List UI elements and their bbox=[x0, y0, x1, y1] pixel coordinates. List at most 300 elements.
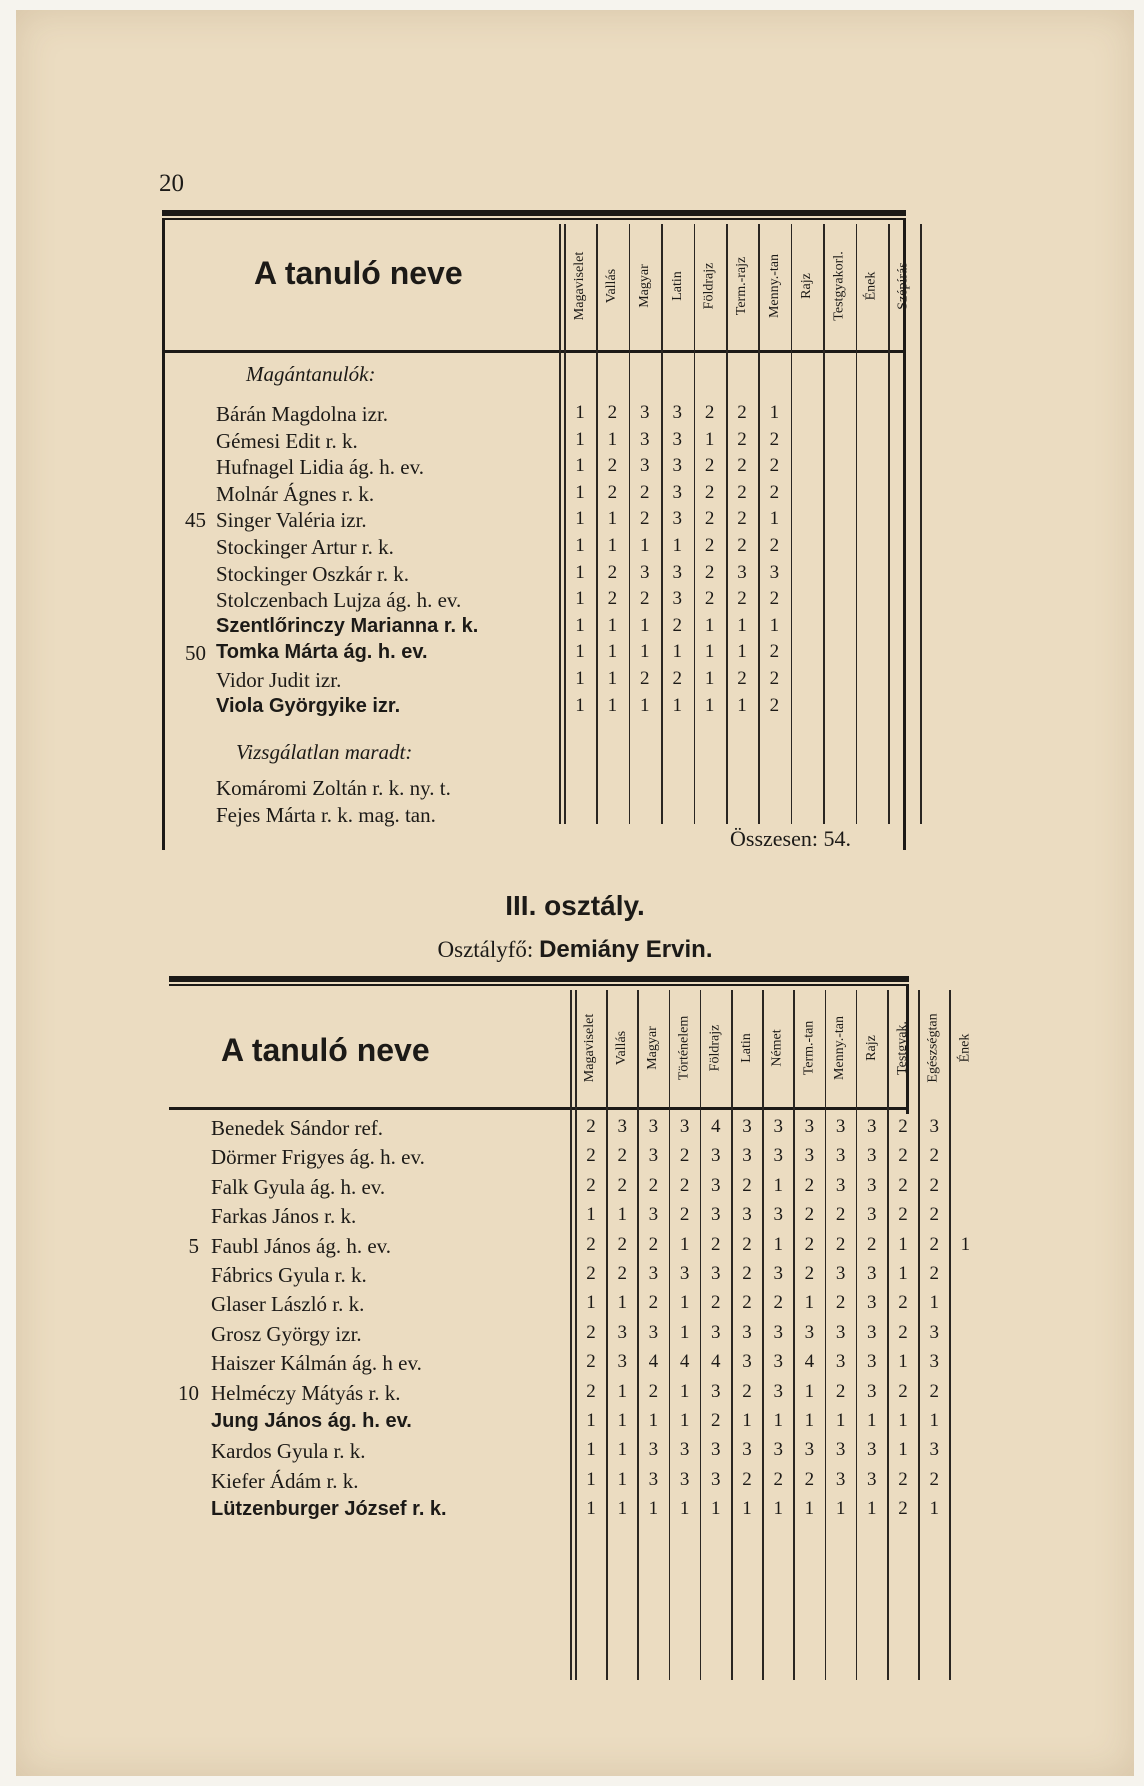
student-name: Hufnagel Lidia ág. h. ev. bbox=[216, 455, 424, 480]
grade-cell: 2 bbox=[586, 1321, 596, 1343]
grade-cell: 3 bbox=[711, 1439, 721, 1461]
grade-cell: 1 bbox=[898, 1439, 908, 1461]
grade-cell: 3 bbox=[679, 1468, 690, 1490]
row-number: 10 bbox=[178, 1380, 199, 1405]
student-name: Glaser László r. k. bbox=[211, 1292, 365, 1317]
grade-cell: 3 bbox=[648, 1204, 659, 1226]
grade-cell: 2 bbox=[929, 1233, 939, 1255]
column-divider bbox=[661, 224, 663, 824]
grade-cell: 3 bbox=[648, 1116, 659, 1137]
grade-cell: 1 bbox=[804, 1410, 815, 1431]
grade-cell: 2 bbox=[672, 614, 682, 636]
column-header-label: Földrajz bbox=[707, 1024, 723, 1071]
grade-cell: 2 bbox=[648, 1292, 659, 1314]
grade-cell: 3 bbox=[672, 428, 682, 450]
column-header bbox=[888, 224, 920, 348]
grade-cell: 1 bbox=[679, 1410, 690, 1431]
grade-cell: 3 bbox=[804, 1116, 815, 1137]
grade-cell: 3 bbox=[742, 1204, 752, 1226]
column-header bbox=[918, 990, 949, 1105]
student-name: Farkas János r. k. bbox=[211, 1204, 357, 1229]
grade-cell: 1 bbox=[617, 1380, 627, 1402]
grade-cell: 2 bbox=[711, 1410, 721, 1431]
column-header-label: Magyar bbox=[644, 1025, 660, 1070]
grade-cell: 2 bbox=[769, 481, 780, 503]
grade-cell: 2 bbox=[586, 1145, 596, 1167]
grade-cell: 2 bbox=[704, 508, 715, 530]
grade-cell: 1 bbox=[704, 641, 715, 663]
grade-cell: 2 bbox=[804, 1204, 815, 1226]
column-header-label: Ének bbox=[956, 1033, 972, 1062]
grade-cell: 3 bbox=[742, 1439, 752, 1461]
student-name: Grosz György izr. bbox=[211, 1321, 362, 1346]
grade-cell: 3 bbox=[742, 1116, 752, 1137]
grade-cell: 1 bbox=[617, 1204, 627, 1226]
grade-cell: 2 bbox=[835, 1204, 846, 1226]
student-name: Fábrics Gyula r. k. bbox=[211, 1263, 367, 1287]
student-name: Dörmer Frigyes ág. h. ev. bbox=[211, 1145, 425, 1170]
grade-cell: 1 bbox=[575, 561, 585, 583]
grade-cell: 2 bbox=[737, 588, 747, 610]
grade-cell: 1 bbox=[769, 508, 780, 530]
grade-cell: 2 bbox=[898, 1321, 908, 1343]
grade-cell: 2 bbox=[704, 535, 715, 556]
grade-cell: 3 bbox=[867, 1292, 877, 1314]
grade-cell: 1 bbox=[575, 428, 585, 450]
column-header-label: Történelem bbox=[676, 1015, 692, 1080]
column-divider bbox=[920, 224, 922, 824]
column-divider bbox=[606, 990, 608, 1680]
grade-cell: 1 bbox=[960, 1233, 971, 1255]
grade-cell: 1 bbox=[835, 1410, 846, 1431]
student-name: Viola Györgyike izr. bbox=[216, 694, 401, 717]
grade-cell: 3 bbox=[711, 1321, 721, 1343]
grade-cell: 3 bbox=[867, 1204, 877, 1226]
grade-cell: 1 bbox=[617, 1468, 627, 1490]
student-name: Kardos Gyula r. k. bbox=[211, 1439, 366, 1464]
grade-cell: 3 bbox=[867, 1468, 877, 1490]
grade-cell: 3 bbox=[804, 1321, 815, 1343]
grade-cell: 3 bbox=[711, 1174, 721, 1196]
column-header-label: Testgyakorl. bbox=[831, 251, 847, 321]
grade-cell: 1 bbox=[704, 668, 715, 689]
grade-cell: 1 bbox=[575, 455, 585, 477]
grade-cell: 2 bbox=[898, 1116, 908, 1137]
grade-cell: 2 bbox=[640, 481, 650, 503]
grade-cell: 1 bbox=[648, 1498, 659, 1520]
grade-cell: 2 bbox=[607, 588, 618, 610]
grade-cell: 2 bbox=[679, 1145, 690, 1167]
column-divider bbox=[570, 990, 572, 1680]
grade-cell: 4 bbox=[648, 1351, 659, 1373]
student-name: Szentlőrinczy Marianna r. k. bbox=[216, 614, 479, 637]
grade-cell: 1 bbox=[737, 694, 747, 716]
grade-cell: 4 bbox=[679, 1351, 690, 1373]
grade-cell: 3 bbox=[617, 1351, 627, 1373]
grade-cell: 2 bbox=[607, 455, 618, 477]
grade-cell: 1 bbox=[898, 1233, 908, 1255]
grade-cell: 2 bbox=[769, 694, 780, 716]
grade-cell: 4 bbox=[711, 1116, 721, 1137]
grade-cell: 1 bbox=[835, 1498, 846, 1520]
grade-cell: 3 bbox=[640, 428, 650, 450]
grade-cell: 3 bbox=[648, 1145, 659, 1167]
grade-cell: 2 bbox=[704, 481, 715, 503]
form-master-name: Demiány Ervin. bbox=[539, 936, 713, 963]
grade-cell: 2 bbox=[586, 1351, 596, 1373]
grade-cell: 1 bbox=[640, 614, 650, 636]
grade-cell: 2 bbox=[898, 1174, 908, 1196]
column-header-label: Egészségtan bbox=[925, 1012, 941, 1083]
column-header bbox=[694, 224, 726, 348]
column-divider bbox=[791, 224, 793, 824]
grade-cell: 1 bbox=[586, 1498, 596, 1520]
grade-cell: 2 bbox=[769, 455, 780, 477]
grade-cell: 1 bbox=[648, 1410, 659, 1431]
column-header-label: Rajz bbox=[863, 1034, 879, 1061]
grade-cell: 3 bbox=[773, 1439, 783, 1461]
grade-cell: 3 bbox=[867, 1439, 877, 1461]
table-title: A tanuló neve bbox=[221, 1032, 430, 1068]
grade-cell: 2 bbox=[742, 1174, 752, 1196]
grade-cell: 1 bbox=[640, 694, 650, 716]
column-header-label: Magaviselet bbox=[572, 251, 588, 321]
grade-cell: 2 bbox=[648, 1174, 659, 1196]
column-header bbox=[637, 990, 668, 1105]
grade-cell: 2 bbox=[607, 402, 618, 423]
student-name: Faubl János ág. h. ev. bbox=[211, 1233, 392, 1258]
grade-cell: 1 bbox=[586, 1204, 596, 1226]
column-divider bbox=[559, 224, 561, 824]
table-left-border bbox=[162, 218, 165, 850]
grade-cell: 3 bbox=[835, 1116, 846, 1137]
grade-cell: 2 bbox=[704, 588, 715, 610]
grade-cell: 1 bbox=[575, 614, 585, 636]
grade-cell: 1 bbox=[711, 1498, 721, 1520]
column-divider bbox=[949, 990, 951, 1680]
column-header bbox=[793, 990, 824, 1105]
grade-cell: 2 bbox=[640, 588, 650, 610]
grade-cell: 2 bbox=[737, 428, 747, 450]
grade-cell: 1 bbox=[575, 481, 585, 503]
column-divider bbox=[575, 990, 577, 1680]
grade-cell: 2 bbox=[898, 1468, 908, 1490]
column-divider bbox=[856, 224, 858, 824]
grade-cell: 1 bbox=[704, 614, 715, 636]
grade-cell: 3 bbox=[648, 1439, 659, 1461]
grade-cell: 1 bbox=[773, 1233, 783, 1255]
grade-cell: 3 bbox=[867, 1116, 877, 1137]
column-divider bbox=[629, 224, 631, 824]
grades-table-private-students bbox=[162, 210, 912, 851]
student-name: Stockinger Artur r. k. bbox=[216, 535, 394, 559]
table-top-rule-thin bbox=[169, 984, 909, 986]
student-name: Fejes Márta r. k. mag. tan. bbox=[216, 803, 436, 827]
grade-cell: 2 bbox=[804, 1174, 815, 1196]
student-name: Jung János ág. h. ev. bbox=[211, 1410, 412, 1432]
grade-cell: 1 bbox=[804, 1380, 815, 1402]
grade-cell: 1 bbox=[804, 1292, 815, 1314]
student-name: Haiszer Kálmán ág. h ev. bbox=[211, 1351, 422, 1376]
grade-cell: 2 bbox=[737, 668, 747, 689]
grade-cell: 4 bbox=[711, 1351, 721, 1373]
grade-cell: 1 bbox=[898, 1351, 908, 1373]
grade-cell: 1 bbox=[929, 1498, 939, 1520]
grade-cell: 2 bbox=[929, 1468, 939, 1490]
grade-cell: 3 bbox=[773, 1145, 783, 1167]
grade-cell: 3 bbox=[742, 1145, 752, 1167]
student-name: Vidor Judit izr. bbox=[216, 668, 342, 692]
grade-cell: 1 bbox=[672, 641, 682, 663]
grade-cell: 2 bbox=[742, 1263, 752, 1284]
scanned-page bbox=[16, 10, 1134, 1776]
student-name: Benedek Sándor ref. bbox=[211, 1116, 384, 1140]
row-number: 45 bbox=[185, 508, 206, 533]
grade-cell: 2 bbox=[835, 1233, 846, 1255]
grade-cell: 1 bbox=[575, 641, 585, 663]
grade-cell: 1 bbox=[607, 614, 618, 636]
column-header-label: Menny.-tan bbox=[766, 253, 782, 319]
grade-cell: 3 bbox=[672, 481, 682, 503]
column-header bbox=[669, 990, 700, 1105]
grade-cell: 2 bbox=[704, 561, 715, 583]
grade-cell: 1 bbox=[929, 1292, 939, 1314]
student-name: Stockinger Oszkár r. k. bbox=[216, 561, 410, 586]
grade-cell: 2 bbox=[737, 481, 747, 503]
grade-cell: 1 bbox=[679, 1233, 690, 1255]
column-divider bbox=[758, 224, 760, 824]
grade-cell: 1 bbox=[640, 535, 650, 556]
grade-cell: 1 bbox=[586, 1439, 596, 1461]
grade-cell: 2 bbox=[929, 1380, 939, 1402]
grade-cell: 1 bbox=[607, 694, 618, 716]
column-header-label: Vallás bbox=[613, 1030, 629, 1065]
column-header bbox=[564, 224, 596, 348]
header-bottom-rule bbox=[162, 350, 906, 353]
grade-cell: 2 bbox=[867, 1233, 877, 1255]
grade-cell: 3 bbox=[835, 1145, 846, 1167]
grade-cell: 2 bbox=[835, 1292, 846, 1314]
column-header-label: Latin bbox=[669, 271, 685, 301]
grade-cell: 2 bbox=[898, 1145, 908, 1167]
grade-cell: 1 bbox=[742, 1498, 752, 1520]
column-header bbox=[823, 224, 855, 348]
grade-cell: 2 bbox=[672, 668, 682, 689]
column-divider bbox=[888, 224, 890, 824]
grade-cell: 3 bbox=[835, 1321, 846, 1343]
column-header-label: Német bbox=[769, 1028, 785, 1067]
column-header bbox=[791, 224, 823, 348]
student-name: Komáromi Zoltán r. k. ny. t. bbox=[216, 776, 451, 800]
student-name: Lützenburger József r. k. bbox=[211, 1498, 447, 1521]
grade-cell: 1 bbox=[679, 1498, 690, 1520]
grade-cell: 1 bbox=[773, 1410, 783, 1431]
grade-cell: 1 bbox=[804, 1498, 815, 1520]
form-master-line bbox=[16, 936, 1134, 964]
grade-cell: 2 bbox=[769, 535, 780, 556]
grade-cell: 2 bbox=[804, 1468, 815, 1490]
grade-cell: 2 bbox=[711, 1233, 721, 1255]
grade-cell: 1 bbox=[704, 694, 715, 716]
class-heading: III. osztály. bbox=[505, 890, 645, 921]
grade-cell: 2 bbox=[737, 508, 747, 530]
column-divider bbox=[762, 990, 764, 1680]
grade-cell: 2 bbox=[617, 1263, 627, 1284]
column-header-label: Ének bbox=[863, 271, 879, 301]
grade-cell: 1 bbox=[679, 1380, 690, 1402]
grade-cell: 1 bbox=[773, 1174, 783, 1196]
student-name: Helméczy Mátyás r. k. bbox=[211, 1380, 401, 1405]
grade-cell: 3 bbox=[773, 1351, 783, 1373]
grade-cell: 2 bbox=[929, 1263, 939, 1284]
grade-cell: 3 bbox=[711, 1468, 721, 1490]
grade-cell: 2 bbox=[704, 455, 715, 477]
grade-cell: 3 bbox=[929, 1116, 939, 1137]
grade-cell: 1 bbox=[898, 1410, 908, 1431]
grade-cell: 3 bbox=[617, 1116, 627, 1137]
grade-cell: 3 bbox=[835, 1263, 846, 1284]
grade-cell: 1 bbox=[607, 535, 618, 556]
grade-cell: 1 bbox=[607, 668, 618, 689]
grade-cell: 1 bbox=[773, 1498, 783, 1520]
section-label-unexamined: Vizsgálatlan maradt: bbox=[236, 740, 413, 764]
grade-cell: 2 bbox=[804, 1263, 815, 1284]
grade-cell: 3 bbox=[711, 1204, 721, 1226]
column-header bbox=[606, 990, 637, 1105]
grade-cell: 2 bbox=[898, 1292, 908, 1314]
column-divider bbox=[726, 224, 728, 824]
grade-cell: 2 bbox=[898, 1498, 908, 1520]
grade-cell: 3 bbox=[773, 1263, 783, 1284]
grade-cell: 3 bbox=[679, 1439, 690, 1461]
grade-cell: 2 bbox=[617, 1233, 627, 1255]
grade-cell: 1 bbox=[737, 614, 747, 636]
grade-cell: 3 bbox=[835, 1439, 846, 1461]
grade-cell: 3 bbox=[640, 402, 650, 423]
grade-cell: 3 bbox=[867, 1174, 877, 1196]
grade-cell: 3 bbox=[867, 1321, 877, 1343]
grade-cell: 1 bbox=[575, 588, 585, 610]
grade-cell: 3 bbox=[648, 1263, 659, 1284]
grade-cell: 3 bbox=[672, 588, 682, 610]
column-header-label: Magaviselet bbox=[582, 1013, 598, 1082]
column-divider bbox=[856, 990, 858, 1680]
column-header bbox=[731, 990, 762, 1105]
section-label-private: Magántanulók: bbox=[246, 362, 376, 386]
grade-cell: 1 bbox=[929, 1410, 939, 1431]
column-divider bbox=[637, 990, 639, 1680]
column-header-label: Szépírás bbox=[896, 262, 912, 310]
column-divider bbox=[887, 990, 889, 1680]
grade-cell: 1 bbox=[575, 535, 585, 556]
grade-cell: 2 bbox=[711, 1292, 721, 1314]
grade-cell: 3 bbox=[711, 1380, 721, 1402]
grade-cell: 3 bbox=[867, 1145, 877, 1167]
grade-cell: 1 bbox=[575, 508, 585, 530]
student-name: Singer Valéria izr. bbox=[216, 508, 367, 533]
table-top-rule-thin bbox=[162, 218, 906, 220]
grade-cell: 1 bbox=[679, 1292, 690, 1314]
grade-cell: 2 bbox=[773, 1468, 783, 1490]
grade-cell: 1 bbox=[617, 1292, 627, 1314]
grade-cell: 2 bbox=[737, 402, 747, 423]
column-divider bbox=[823, 224, 825, 824]
grade-cell: 2 bbox=[586, 1233, 596, 1255]
grade-cell: 1 bbox=[586, 1292, 596, 1314]
grade-cell: 3 bbox=[711, 1263, 721, 1284]
column-header bbox=[661, 224, 693, 348]
grade-cell: 3 bbox=[679, 1116, 690, 1137]
grade-cell: 3 bbox=[769, 561, 780, 583]
table-top-rule bbox=[162, 210, 906, 216]
form-master-label: Osztályfő: bbox=[437, 937, 534, 962]
grade-cell: 3 bbox=[804, 1439, 815, 1461]
column-header bbox=[596, 224, 628, 348]
grade-cell: 1 bbox=[672, 535, 682, 556]
grade-cell: 2 bbox=[737, 535, 747, 556]
grade-cell: 2 bbox=[586, 1174, 596, 1196]
column-header-label: Latin bbox=[738, 1032, 754, 1063]
student-name: Falk Gyula ág. h. ev. bbox=[211, 1174, 386, 1199]
column-header-label: Magyar bbox=[636, 264, 652, 308]
grade-cell: 1 bbox=[607, 508, 618, 530]
grade-cell: 1 bbox=[898, 1263, 908, 1284]
grade-cell: 3 bbox=[773, 1321, 783, 1343]
student-name: Bárán Magdolna izr. bbox=[216, 402, 389, 426]
column-divider bbox=[596, 224, 598, 824]
column-header-label: Menny.-tan bbox=[832, 1015, 848, 1080]
column-divider bbox=[918, 990, 920, 1680]
grade-cell: 2 bbox=[769, 641, 780, 663]
column-divider bbox=[731, 990, 733, 1680]
column-header-label: Rajz bbox=[798, 273, 814, 299]
grade-cell: 2 bbox=[773, 1292, 783, 1314]
grade-cell: 2 bbox=[679, 1174, 690, 1196]
column-header bbox=[575, 990, 606, 1105]
grade-cell: 3 bbox=[929, 1321, 939, 1343]
grade-cell: 3 bbox=[773, 1380, 783, 1402]
grade-cell: 2 bbox=[835, 1380, 846, 1402]
grade-cell: 3 bbox=[672, 402, 682, 423]
column-divider bbox=[825, 990, 827, 1680]
column-divider bbox=[694, 224, 696, 824]
grade-cell: 4 bbox=[804, 1351, 815, 1373]
student-name: Stolczenbach Lujza ág. h. ev. bbox=[216, 588, 462, 613]
header-bottom-rule bbox=[169, 1107, 909, 1110]
grade-cell: 3 bbox=[804, 1145, 815, 1167]
grade-cell: 3 bbox=[617, 1321, 627, 1343]
grade-cell: 1 bbox=[704, 428, 715, 450]
grade-cell: 1 bbox=[867, 1498, 877, 1520]
grade-cell: 2 bbox=[586, 1116, 596, 1137]
grade-cell: 2 bbox=[742, 1468, 752, 1490]
grade-cell: 1 bbox=[742, 1410, 752, 1431]
grade-cell: 3 bbox=[737, 561, 747, 583]
column-header-label: Földrajz bbox=[701, 262, 717, 310]
grade-cell: 3 bbox=[867, 1263, 877, 1284]
column-divider bbox=[564, 224, 566, 824]
grade-cell: 1 bbox=[617, 1439, 627, 1461]
grade-cell: 2 bbox=[737, 455, 747, 477]
column-divider bbox=[669, 990, 671, 1680]
column-header bbox=[856, 990, 887, 1105]
grade-cell: 2 bbox=[640, 668, 650, 689]
grade-cell: 2 bbox=[769, 428, 780, 450]
grade-cell: 2 bbox=[617, 1145, 627, 1167]
grade-cell: 1 bbox=[607, 641, 618, 663]
table-top-rule bbox=[169, 976, 909, 982]
grade-cell: 1 bbox=[586, 1468, 596, 1490]
